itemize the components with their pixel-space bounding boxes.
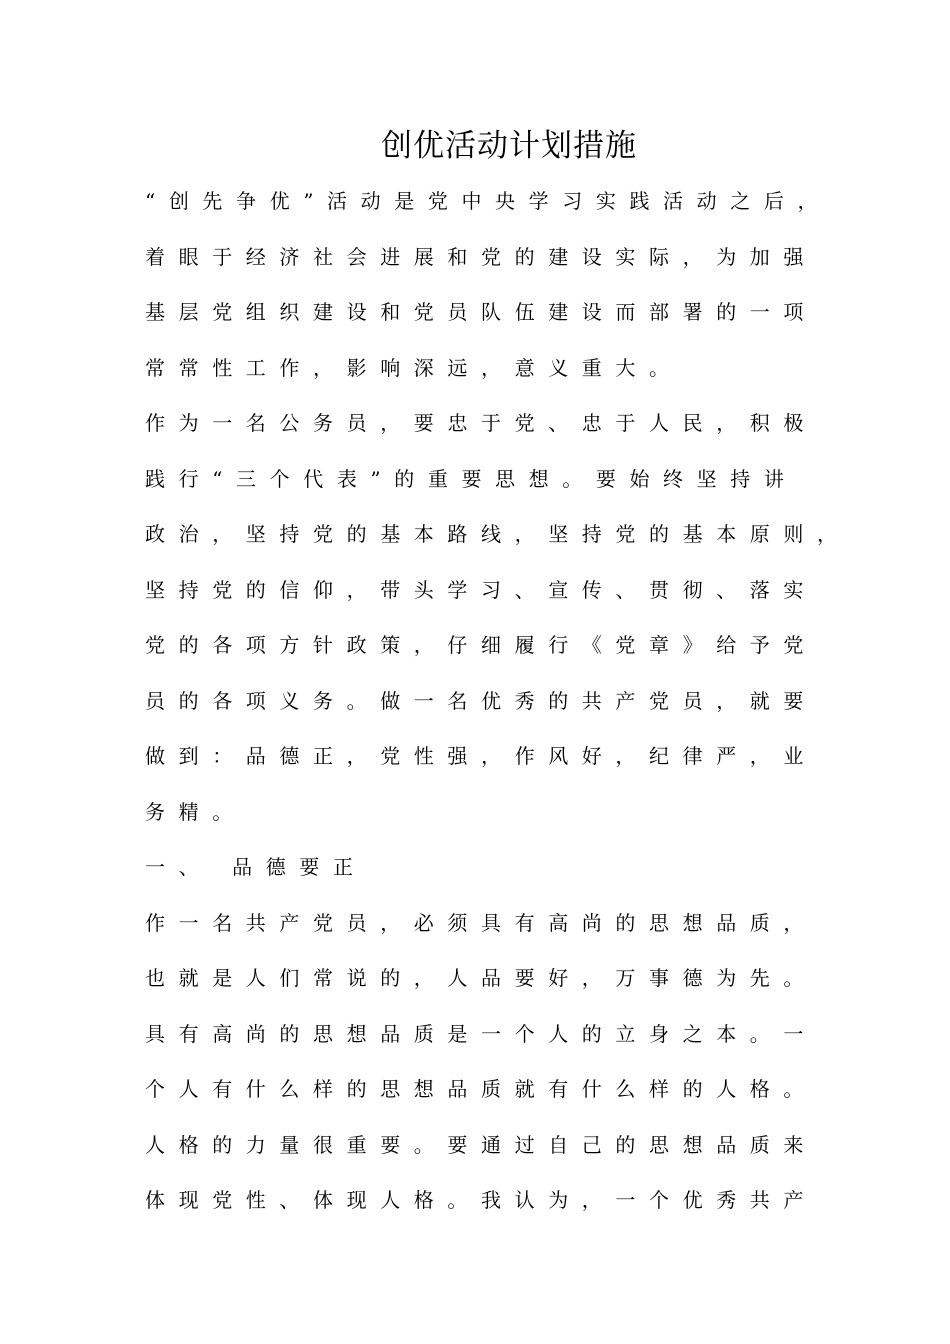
document-body — [145, 183, 925, 1238]
body-line: 践行“三个代表”的重要思想。要始终坚持讲 — [145, 466, 798, 491]
body-line: 政治，坚持党的基本路线，坚持党的基本原则， — [145, 522, 851, 546]
body-line: 坚持党的信仰，带头学习、宣传、贯彻、落实 — [145, 577, 817, 602]
body-line: 着眼于经济社会进展和党的建设实际，为加强 — [145, 244, 817, 269]
body-line: 务精。 — [145, 799, 246, 824]
body-line: 作一名共产党员，必须具有高尚的思想品质， — [145, 910, 817, 935]
body-line: 体现党性、体现人格。我认为，一个优秀共产 — [145, 1188, 817, 1212]
body-line: 员的各项义务。做一名优秀的共产党员，就要 — [145, 688, 817, 713]
section-heading: 一、 品德要正 — [145, 855, 367, 879]
body-line: 个人有什么样的思想品质就有什么样的人格。 — [145, 1077, 817, 1101]
body-line: 人格的力量很重要。要通过自己的思想品质来 — [145, 1132, 817, 1157]
body-line: “创先争优”活动是党中央学习实践活动之后， — [145, 189, 832, 213]
body-line: 常常性工作，影响深远，意义重大。 — [145, 355, 683, 380]
body-line: 党的各项方针政策，仔细履行《党章》给予党 — [145, 633, 817, 657]
body-line: 基层党组织建设和党员队伍建设而部署的一项 — [145, 300, 817, 324]
body-line: 也就是人们常说的，人品要好，万事德为先。 — [145, 966, 817, 990]
body-line: 做到：品德正，党性强，作风好，纪律严，业 — [145, 744, 817, 768]
body-line: 具有高尚的思想品质是一个人的立身之本。一 — [145, 1021, 817, 1046]
document-title: 创优活动计划措施 — [381, 128, 637, 164]
body-line: 作为一名公务员，要忠于党、忠于人民，积极 — [145, 411, 817, 435]
